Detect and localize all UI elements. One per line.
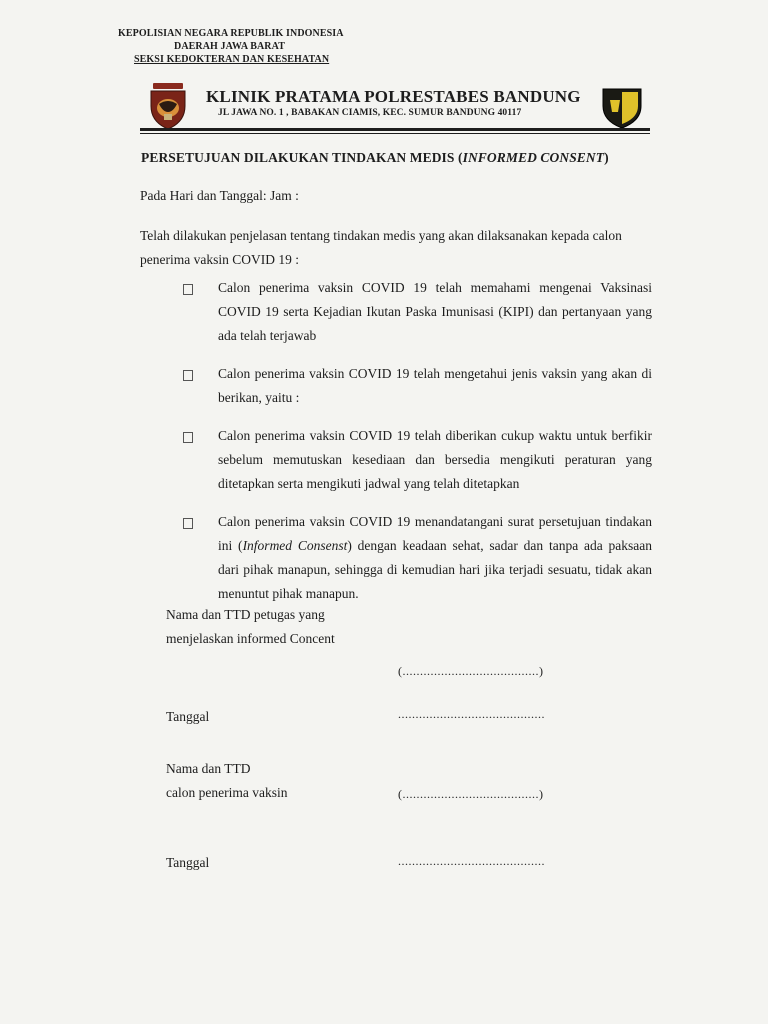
checkbox-icon[interactable] (183, 284, 193, 295)
checkbox-icon[interactable] (183, 432, 193, 443)
recipient-signature-label: Nama dan TTD calon penerima vaksin (166, 761, 288, 800)
header-rule-thick (140, 128, 650, 131)
consent-item-text: Calon penerima vaksin COVID 19 telah mengetahui jenis vaksin yang akan di berikan, yaitu : (218, 366, 652, 405)
recipient-signature-line[interactable]: (.......................................) (398, 787, 544, 801)
clinic-name: KLINIK PRATAMA POLRESTABES BANDUNG (206, 87, 581, 106)
officer-signature-line[interactable]: (.......................................) (398, 664, 544, 678)
checkbox-icon[interactable] (183, 518, 193, 529)
checkbox-icon[interactable] (183, 370, 193, 381)
consent-item-2 (180, 362, 652, 410)
agency-line-2: DAERAH JAWA BARAT (174, 41, 285, 52)
consent-item-1 (180, 276, 652, 348)
agency-line-1: KEPOLISIAN NEGARA REPUBLIK INDONESIA (118, 28, 344, 39)
officer-signature-label: Nama dan TTD petugas yang menjelaskan informed Concent (166, 607, 335, 646)
agency-line-3: SEKSI KEDOKTERAN DAN KESEHATAN (134, 54, 330, 65)
consent-items-list (180, 276, 652, 620)
date-line-2[interactable]: .......................................... (398, 854, 545, 868)
header-rule-thin (140, 133, 650, 134)
consent-item-4 (180, 510, 652, 606)
agency-header (118, 27, 344, 66)
date-line-1[interactable]: .......................................... (398, 707, 545, 721)
consent-item-text: Calon penerima vaksin COVID 19 telah diberikan cukup waktu untuk berfikir sebelum memutuskan kesediaan dan bersedia mengikuti peraturan yang ditetapkan serta mengikuti jadwal yang telah ditetapkan (218, 428, 652, 491)
consent-item-3 (180, 424, 652, 496)
document-title: PERSETUJUAN DILAKUKAN TINDAKAN MEDIS (INFORMED CONSENT) (141, 150, 609, 165)
clinic-address: JL JAWA NO. 1 , BABAKAN CIAMIS, KEC. SUMUR BANDUNG 40117 (218, 108, 522, 118)
day-date-time-line: Pada Hari dan Tanggal: Jam : (140, 188, 299, 203)
intro-paragraph: Telah dilakukan penjelasan tentang tindakan medis yang akan dilaksanakan kepada calon penerima vaksin COVID 19 : (140, 228, 622, 267)
date-label-1: Tanggal (166, 709, 210, 724)
police-emblem-icon (147, 82, 189, 130)
consent-item-text: Calon penerima vaksin COVID 19 telah memahami mengenai Vaksinasi COVID 19 serta Kejadian Ikutan Paska Imunisasi (KIPI) dan pertanyaan yang ada telah terjawab (218, 280, 652, 343)
shield-emblem-icon (600, 86, 644, 130)
date-label-2: Tanggal (166, 855, 210, 870)
consent-item-text: Calon penerima vaksin COVID 19 menandatangani surat persetujuan tindakan ini (Informed Consenst) dengan keadaan sehat, sadar dan tanpa ada paksaan dari pihak manapun, sehingga di kemudian hari jika terjadi sesuatu, tidak akan menuntut pihak manapun. (218, 514, 653, 601)
